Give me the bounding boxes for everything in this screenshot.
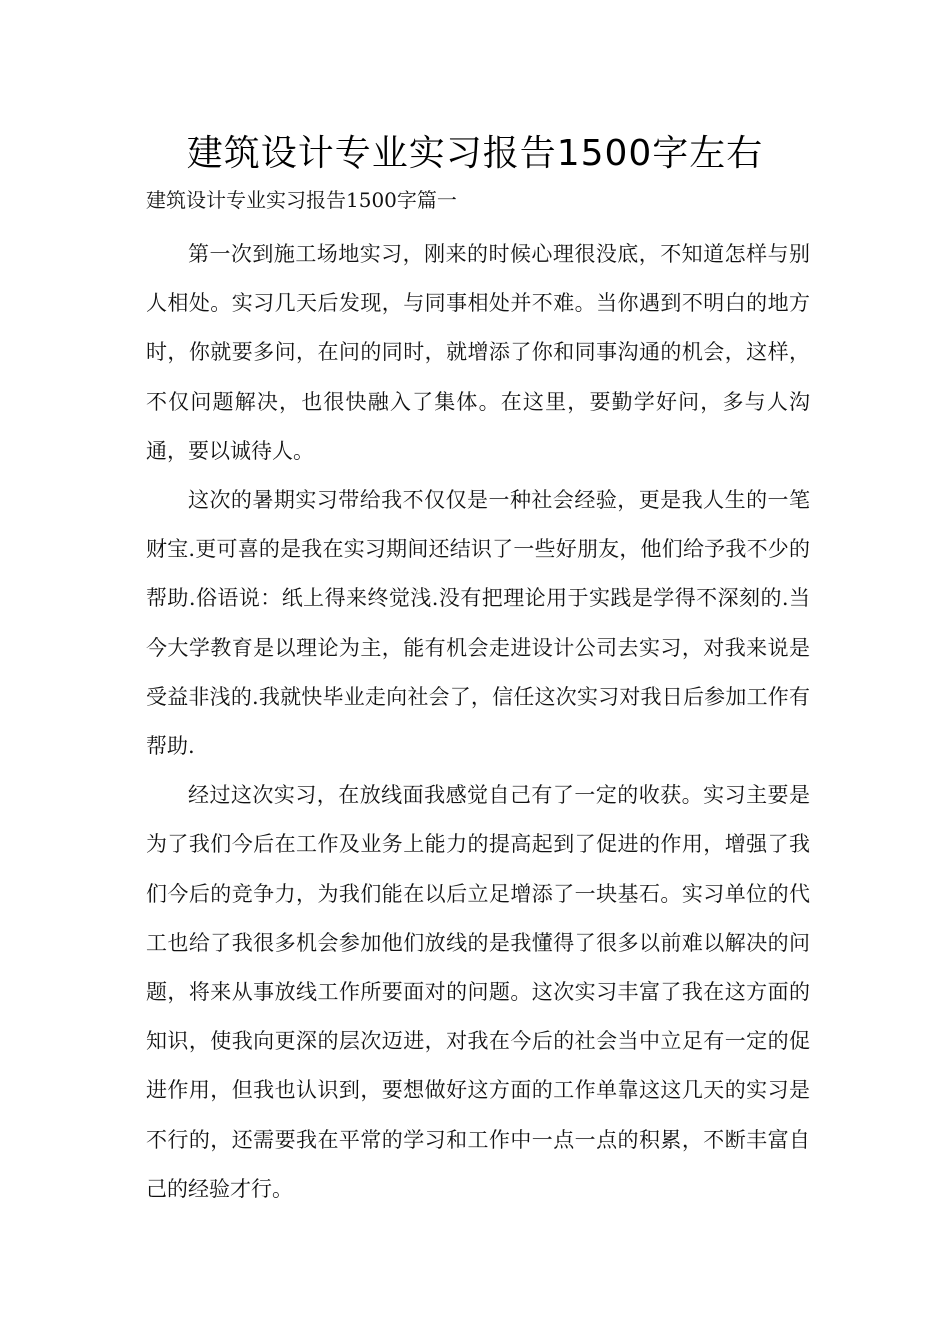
document-title: 建筑设计专业实习报告1500字左右	[186, 133, 764, 174]
paragraph-1: 第一次到施工场地实习，刚来的时候心理很没底，不知道怎样与别人相处。实习几天后发现，与同事相处并不难。当你遇到不明白的地方时，你就要多问，在问的同时，就增添了你和同事沟通的机会，这样，不仅问题解决，也很快融入了集体。在这里，要勤学好问，多与人沟通，要以诚待人。	[146, 242, 810, 463]
document-body	[146, 230, 810, 1214]
paragraph-2: 这次的暑期实习带给我不仅仅是一种社会经验，更是我人生的一笔财宝.更可喜的是我在实习期间还结识了一些好朋友，他们给予我不少的帮助.俗语说：纸上得来终觉浅.没有把理论用于实践是学得不深刻的.当今大学教育是以理论为主，能有机会走进设计公司去实习，对我来说是受益非浅的.我就快毕业走向社会了，信任这次实习对我日后参加工作有帮助.	[146, 488, 810, 759]
paragraph-3: 经过这次实习，在放线面我感觉自己有了一定的收获。实习主要是为了我们今后在工作及业务上能力的提高起到了促进的作用，增强了我们今后的竞争力，为我们能在以后立足增添了一块基石。实习单位的代工也给了我很多机会参加他们放线的是我懂得了很多以前难以解决的问题，将来从事放线工作所要面对的问题。这次实习丰富了我在这方面的知识，使我向更深的层次迈进，对我在今后的社会当中立足有一定的促进作用，但我也认识到，要想做好这方面的工作单靠这这几天的实习是不行的，还需要我在平常的学习和工作中一点一点的积累，不断丰富自己的经验才行。	[146, 783, 810, 1201]
document-subtitle: 建筑设计专业实习报告1500字篇一	[146, 188, 457, 212]
